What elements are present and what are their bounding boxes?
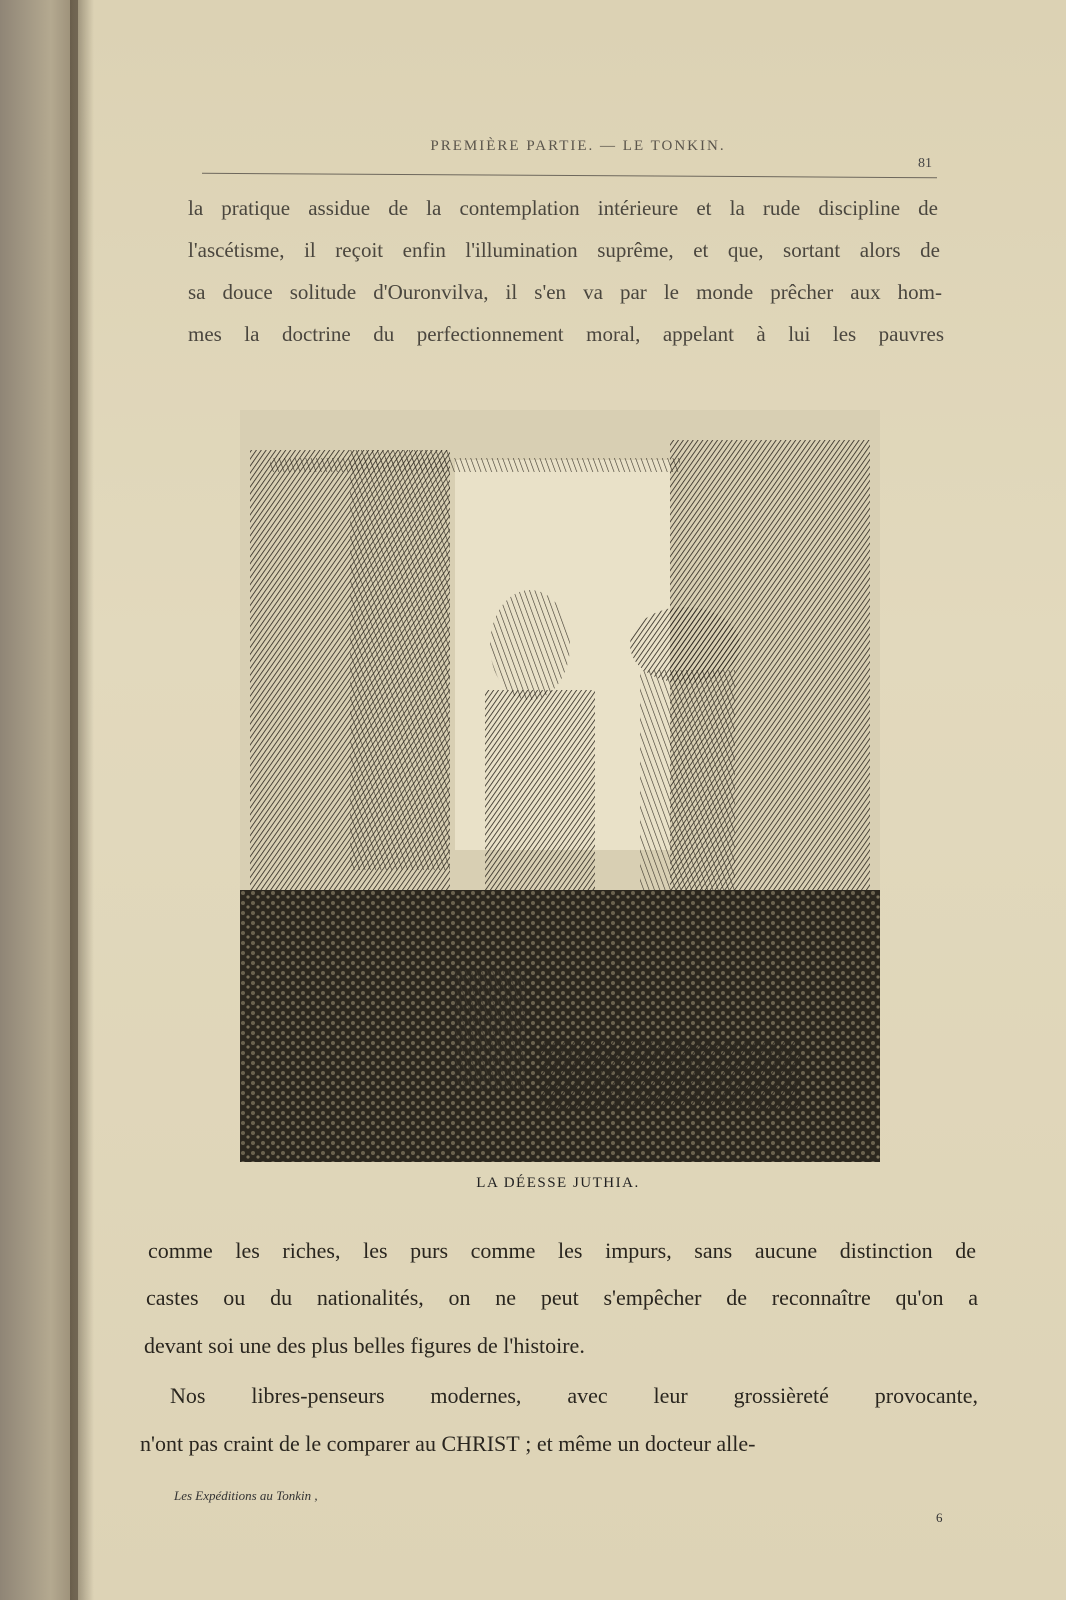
text-fragment: n'ont pas craint de le comparer au <box>140 1431 436 1456</box>
text-fragment: ; et même un docteur alle- <box>525 1431 756 1456</box>
book-gutter <box>70 0 94 1600</box>
text-line: castes ou du nationalités, on ne peut s'empêcher de reconnaître qu'on a <box>146 1285 978 1310</box>
text-line: comme les riches, les purs comme les impurs, sans aucune distinction de <box>148 1238 976 1263</box>
text-line: la pratique assidue de la contemplation intérieure et la rude discipline de <box>188 196 938 220</box>
text-line <box>140 1430 978 1458</box>
header-rule <box>202 173 937 178</box>
text-line: sa douce solitude d'Ouronvilva, il s'en va par le monde prêcher aux hom- <box>188 280 942 304</box>
page-number: 81 <box>918 156 932 171</box>
text-line: Nos libres-penseurs modernes, avec leur grossièreté provocante, <box>170 1383 978 1408</box>
signature-line: Les Expéditions au Tonkin , <box>174 1488 318 1503</box>
figure-caption: LA DÉESSE JUTHIA. <box>476 1175 640 1191</box>
signature-mark: 6 <box>936 1510 943 1525</box>
text-line: devant soi une des plus belles figures de l'histoire. <box>144 1333 585 1358</box>
book-page <box>78 0 1066 1600</box>
engraving-illustration <box>240 410 880 1162</box>
text-line: l'ascétisme, il reçoit enfin l'illumination suprême, et que, sortant alors de <box>188 238 940 262</box>
text-fragment-christ: CHRIST <box>441 1431 520 1456</box>
engraving-image <box>240 410 880 1162</box>
running-head: PREMIÈRE PARTIE. — LE TONKIN. <box>430 138 726 154</box>
text-line: mes la doctrine du perfectionnement moral, appelant à lui les pauvres <box>188 322 944 346</box>
